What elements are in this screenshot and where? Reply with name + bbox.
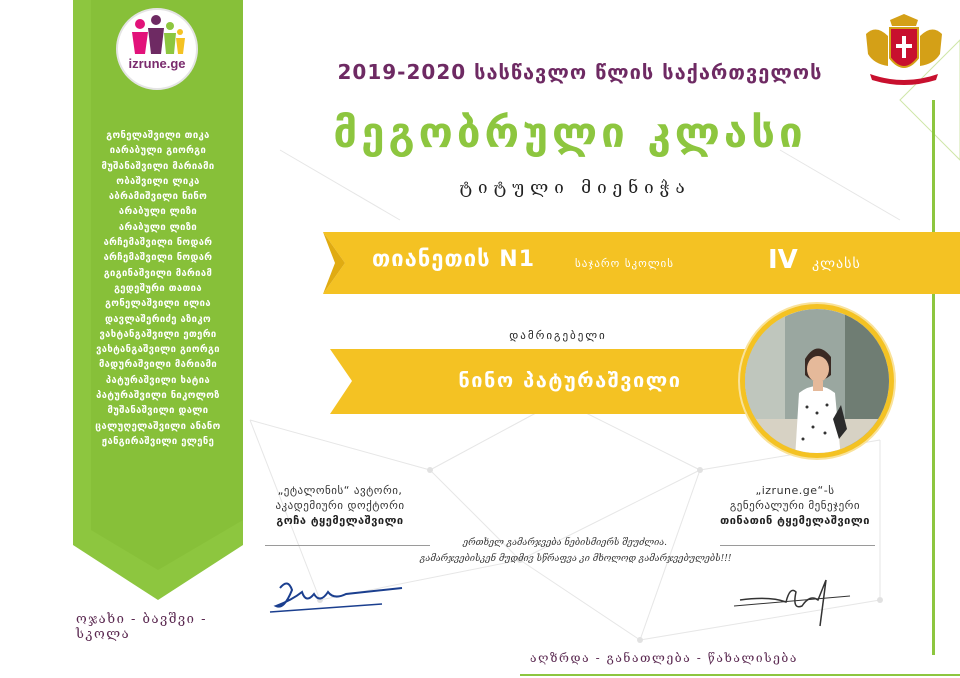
- student-name: არჩემაშვილი ნოდარ: [103, 252, 213, 264]
- student-name: ვახტანგაშვილი გიორგი: [96, 344, 220, 356]
- quote-line-1: ერთხელ გამარჯვება ნებისმიერს შეუძლია.: [462, 538, 668, 548]
- quote-line-2: გამარჯვებისკენ მუდმივ სწრაფვა კი მხოლოდ გამარჯვებულებს!!!: [420, 554, 732, 564]
- student-name: პატურაშვილი ნიკოლოზ: [96, 390, 220, 402]
- family-figures-icon: [128, 14, 186, 58]
- left-signer-title-1: „ეტალონის“ ავტორი,: [277, 484, 403, 497]
- mentor-photo: [740, 304, 894, 458]
- student-name: გედეშური თათია: [114, 282, 202, 294]
- student-name: გიგინაშვილი მარიამ: [103, 267, 213, 279]
- student-name: არაბული ლიზი: [118, 221, 198, 233]
- right-signer-title-2: გენერალური მენეჯერი: [729, 499, 861, 512]
- left-signature-icon: [262, 570, 412, 620]
- left-signature-rule: [265, 545, 430, 546]
- student-name: ჟანგირაშვილი ელენე: [101, 435, 215, 447]
- student-name: დავლაშერიძე აზიკო: [104, 313, 212, 325]
- school-name: თიანეთის N1: [372, 247, 536, 272]
- right-accent-line: [932, 100, 935, 655]
- student-name: პატურაშვილი ხატია: [105, 374, 211, 386]
- student-name: არაბული ლიზი: [118, 206, 198, 218]
- student-name: იარაბული გიორგი: [109, 145, 207, 157]
- student-name: გონელაშვილი თიკა: [106, 130, 210, 141]
- class-word: კლასს: [812, 256, 861, 272]
- right-signer-name: თინათინ ტყემელაშვილი: [720, 514, 870, 527]
- person-photo-icon: [745, 309, 889, 453]
- student-name: აბრამიშვილი ნინო: [108, 191, 208, 203]
- left-signer-title-2: აკადემიური დოქტორი: [275, 499, 405, 512]
- student-name: ვახტანგაშვილი ეთერი: [99, 328, 217, 340]
- student-list: [73, 128, 243, 449]
- student-name: არჩემაშვილი ნოდარ: [103, 237, 213, 249]
- mentor-name: ნინო პატურაშვილი: [458, 368, 682, 392]
- student-name: გონელაშვილი ილია: [105, 298, 211, 310]
- right-signature-rule: [720, 545, 875, 546]
- coat-of-arms-icon: [860, 14, 948, 92]
- right-signature-icon: [730, 566, 860, 634]
- main-title: მეგობრული კლასი: [333, 108, 807, 157]
- quote: [420, 535, 732, 567]
- student-name: მუშანაშვილი დალი: [107, 405, 209, 417]
- logo-text: izrune.ge: [128, 56, 186, 71]
- mentor-label: დამრიგებელი: [509, 329, 607, 342]
- class-number: IV: [768, 245, 798, 275]
- year-title: 2019-2020 სასწავლო წლის საქართველოს: [337, 60, 823, 84]
- right-signer: [690, 483, 900, 528]
- left-signer-name: გოჩა ტყემელაშვილი: [276, 514, 404, 527]
- left-signer: [240, 483, 440, 528]
- motto-bottom: აღზრდა - განათლება - წახალისება: [530, 651, 798, 665]
- school-type: საჯარო სკოლის: [575, 257, 674, 270]
- right-signer-title-1: „izrune.ge“-ს: [755, 484, 835, 497]
- student-name: მუშანაშვილი მარიამი: [101, 160, 215, 172]
- student-name: ცალუღელაშვილი ანანო: [95, 420, 221, 432]
- sub-title: ტიტული მიენიჭა: [459, 178, 691, 198]
- motto-left: ოჯახი - ბავშვი - სკოლა: [76, 612, 207, 642]
- student-name: ობაშვილი ლიკა: [116, 175, 200, 187]
- student-name: მადურაშვილი მარიამი: [98, 359, 218, 371]
